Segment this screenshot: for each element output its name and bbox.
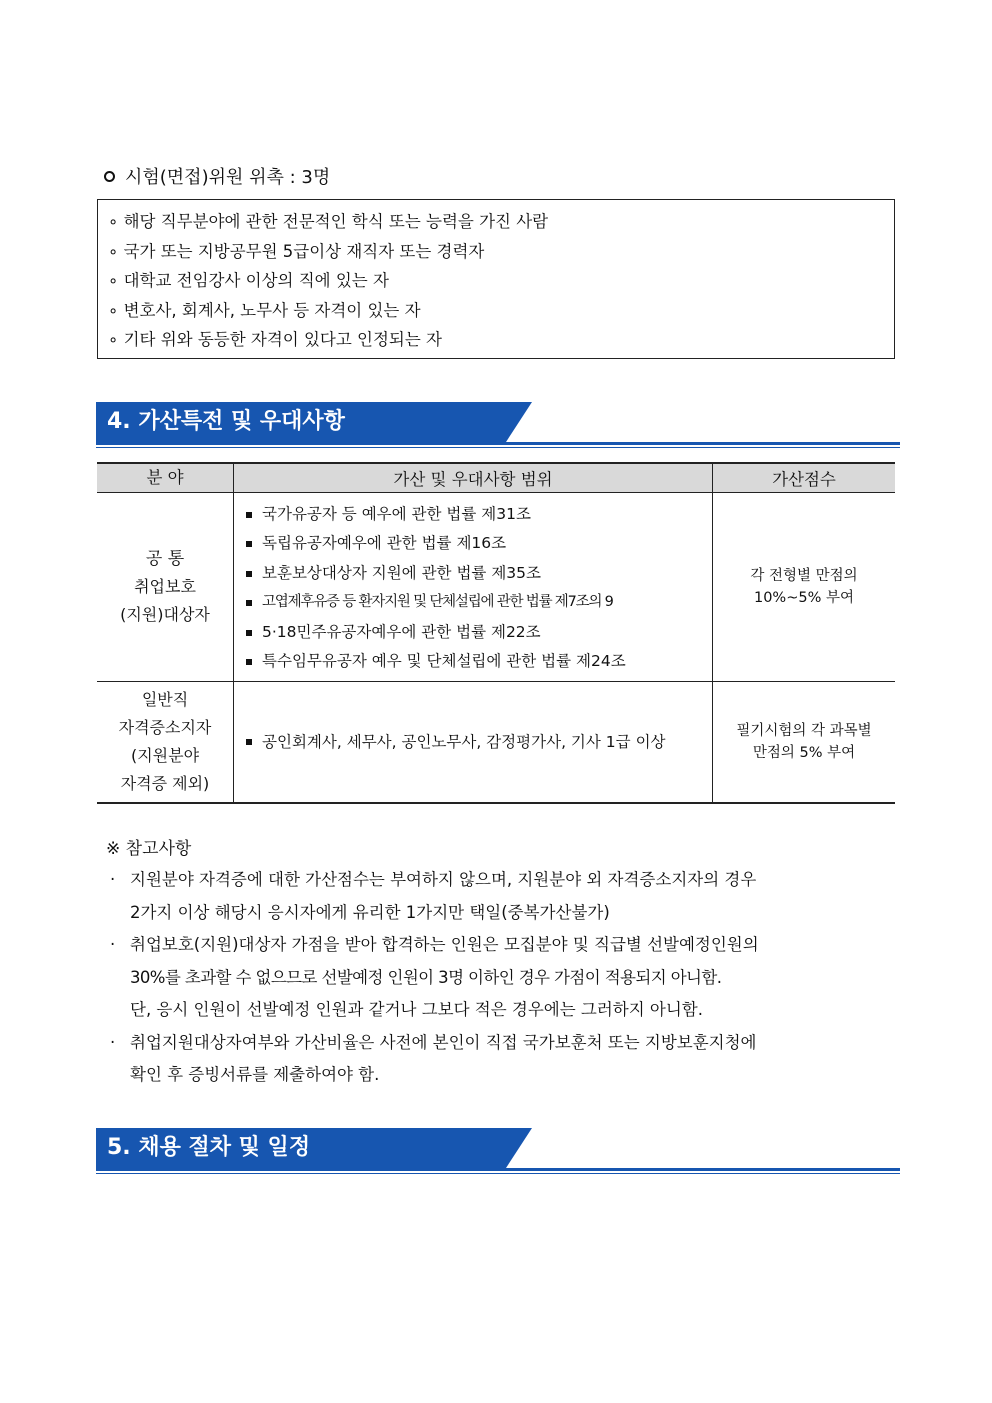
field-line: (지원분야 bbox=[130, 745, 200, 765]
list-item-text: 국가유공자 등 예우에 관한 법률 제31조 bbox=[262, 504, 531, 523]
note-item bbox=[110, 1027, 900, 1092]
score-line: 10%~5% 부여 bbox=[753, 590, 854, 606]
note-line: 단, 응시 인원이 선발예정 인원과 같거나 그보다 적은 경우에는 그러하지 아니함. bbox=[130, 1000, 703, 1019]
list-item bbox=[246, 647, 712, 677]
notes-list bbox=[110, 864, 900, 1092]
range-cell bbox=[234, 493, 713, 682]
committee-heading bbox=[104, 163, 330, 189]
field-line: 자격증소지자 bbox=[118, 717, 212, 737]
list-item-text: 공인회계사, 세무사, 공인노무사, 감정평가사, 기사 1급 이상 bbox=[262, 732, 666, 751]
note-item bbox=[110, 864, 900, 929]
header-rule-thin bbox=[96, 447, 900, 448]
score-cell bbox=[713, 493, 896, 682]
list-item-text: 5·18민주유공자예우에 관한 법률 제22조 bbox=[262, 622, 541, 641]
header-range: 가산 및 우대사항 범위 bbox=[234, 463, 713, 493]
field-line: (지원)대상자 bbox=[120, 605, 210, 624]
list-item bbox=[246, 529, 712, 559]
score-cell bbox=[713, 682, 896, 803]
qualification-item: ∘ 해당 직무분야에 관한 전문적인 학식 또는 능력을 가진 사람 bbox=[108, 212, 549, 231]
list-item bbox=[246, 500, 712, 530]
section-5-title: 5. 채용 절차 및 일정 bbox=[96, 1128, 506, 1168]
committee-heading-text: 시험(면접)위원 위촉 : 3명 bbox=[125, 167, 331, 188]
square-bullet-icon bbox=[246, 541, 252, 547]
list-item-text: 독립유공자예우에 관한 법률 제16조 bbox=[262, 534, 507, 552]
header-rule bbox=[96, 1168, 900, 1171]
table-row bbox=[97, 682, 895, 803]
note-item bbox=[110, 929, 900, 1027]
list-item-text: 특수임무유공자 예우 및 단체설립에 관한 법률 제24조 bbox=[262, 652, 626, 670]
header-field: 분 야 bbox=[97, 463, 234, 493]
header-rule bbox=[96, 442, 900, 445]
score-line: 만점의 5% 부여 bbox=[752, 744, 856, 761]
section-4-header bbox=[96, 402, 900, 448]
list-item-text: 고엽제후유증 등 환자지원 및 단체설립에 관한 법률 제7조의 9 bbox=[262, 594, 613, 610]
list-item bbox=[246, 559, 712, 589]
bonus-points-table bbox=[97, 462, 895, 804]
note-line: 지원분야 자격증에 대한 가산점수는 부여하지 않으며, 지원분야 외 자격증소지자의 경우 bbox=[130, 870, 757, 889]
square-bullet-icon bbox=[246, 630, 252, 636]
qualification-item: ∘ 변호사, 회계사, 노무사 등 자격이 있는 자 bbox=[108, 300, 421, 320]
header-rule-thin bbox=[96, 1173, 900, 1174]
field-line: 공 통 bbox=[145, 549, 185, 569]
note-line: 확인 후 증빙서류를 제출하여야 함. bbox=[130, 1065, 380, 1084]
section-5-header bbox=[96, 1128, 900, 1174]
table-row bbox=[97, 493, 895, 682]
list-item-text: 보훈보상대상자 지원에 관한 법률 제35조 bbox=[262, 563, 542, 582]
dot-bullet: · bbox=[110, 935, 116, 954]
committee-qualifications-box bbox=[97, 199, 895, 359]
field-cell bbox=[97, 493, 234, 682]
field-line: 취업보호 bbox=[134, 577, 196, 596]
note-line: 2가지 이상 해당시 응시자에게 유리한 1가지만 택일(중복가산불가) bbox=[130, 902, 610, 922]
range-cell bbox=[234, 682, 713, 803]
header-score: 가산점수 bbox=[713, 463, 896, 493]
score-line: 필기시험의 각 과목별 bbox=[736, 722, 872, 739]
field-cell bbox=[97, 682, 234, 803]
section-4-title: 4. 가산특전 및 우대사항 bbox=[96, 402, 506, 442]
notes-title: ※ 참고사항 bbox=[106, 839, 192, 859]
note-line: 취업보호(지원)대상자 가점을 받아 합격하는 인원은 모집분야 및 직급별 선발예정인원의 bbox=[130, 935, 759, 954]
score-line: 각 전형별 만점의 bbox=[750, 568, 858, 584]
square-bullet-icon bbox=[246, 600, 252, 606]
field-line: 자격증 제외) bbox=[120, 773, 210, 793]
square-bullet-icon bbox=[246, 571, 252, 577]
qualification-item: ∘ 대학교 전임강사 이상의 직에 있는 자 bbox=[108, 271, 389, 290]
list-item bbox=[246, 588, 712, 618]
list-item bbox=[234, 731, 712, 753]
square-bullet-icon bbox=[246, 739, 252, 745]
square-bullet-icon bbox=[246, 512, 252, 518]
note-line: 30%를 초과할 수 없으므로 선발예정 인원이 3명 이하인 경우 가점이 적용되지 아니함. bbox=[130, 967, 722, 987]
note-line: 취업지원대상자여부와 가산비율은 사전에 본인이 직접 국가보훈처 또는 지방보훈지청에 bbox=[130, 1032, 757, 1052]
dot-bullet: · bbox=[110, 1032, 116, 1052]
table-header-row bbox=[97, 463, 895, 493]
dot-bullet: · bbox=[110, 870, 116, 889]
qualification-item: ∘ 국가 또는 지방공무원 5급이상 재직자 또는 경력자 bbox=[108, 241, 485, 261]
qualification-item: ∘ 기타 위와 동등한 자격이 있다고 인정되는 자 bbox=[108, 330, 442, 349]
square-bullet-icon bbox=[246, 659, 252, 665]
circle-bullet-icon bbox=[104, 171, 115, 182]
field-line: 일반직 bbox=[141, 689, 189, 709]
list-item bbox=[246, 618, 712, 648]
